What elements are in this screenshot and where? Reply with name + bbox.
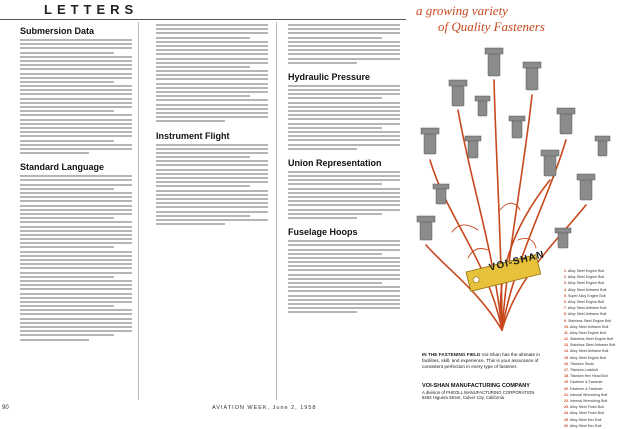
letter-text-line xyxy=(288,282,382,284)
product-list-item: 26. Alloy Steel Hex Bolt xyxy=(564,423,602,428)
letter-text-line xyxy=(288,148,357,150)
letter-text-line xyxy=(288,257,400,259)
letter-text-line xyxy=(156,198,268,200)
product-label: Alloy Steel Engine Bolt xyxy=(567,269,605,273)
letter-text-line xyxy=(20,276,114,278)
letter-text-line xyxy=(288,204,400,206)
letter-text-line xyxy=(20,318,132,320)
letter-text-line xyxy=(20,119,132,121)
letter-text-line xyxy=(288,24,400,26)
letter-text-line xyxy=(20,148,132,150)
letter-text-line xyxy=(20,47,132,49)
letter-text-line xyxy=(20,114,132,116)
letter-text-line xyxy=(288,188,400,190)
letter-text-line xyxy=(20,263,132,265)
product-list-item: 13. Stainless Steel Airframe Bolt xyxy=(564,343,616,348)
product-number: 8 xyxy=(564,312,566,317)
letter-text-line xyxy=(288,192,400,194)
letter-heading: Hydraulic Pressure xyxy=(288,71,371,82)
ad-body-text xyxy=(422,352,558,370)
letter-text-line xyxy=(288,106,400,108)
letter-text-line xyxy=(20,89,132,91)
letter-text-line xyxy=(288,127,382,129)
letter-text-line xyxy=(288,183,382,185)
letter-text-line xyxy=(20,43,132,45)
letter-text-line xyxy=(288,253,382,255)
page-footer: AVIATION WEEK, June 2, 1958 xyxy=(212,405,317,411)
letter-text-line xyxy=(156,41,268,43)
letter-text-line xyxy=(20,73,132,75)
product-number: 24 xyxy=(564,411,568,416)
letter-text-line xyxy=(20,280,132,282)
product-number: 3 xyxy=(564,281,566,286)
letter-text-line xyxy=(156,164,268,166)
letter-text-line xyxy=(156,190,268,192)
letter-text-line xyxy=(156,83,268,85)
letter-text-line xyxy=(288,62,357,64)
letter-text-line xyxy=(288,110,400,112)
letter-text-line xyxy=(156,194,268,196)
letter-text-line xyxy=(156,185,250,187)
letter-text-line xyxy=(288,135,400,137)
product-label: Alloy Steel Airframe Bolt xyxy=(567,287,607,292)
section-title: LETTERS xyxy=(44,2,139,17)
letter-text-line xyxy=(20,313,132,315)
product-number: 25 xyxy=(564,417,568,422)
letter-text-line xyxy=(288,265,400,267)
product-number: 15 xyxy=(564,355,568,360)
letter-text-line xyxy=(288,85,400,87)
letter-text-line xyxy=(288,45,400,47)
product-list-item: 20. Fastener & Fastener xyxy=(564,386,603,391)
letter-text-line xyxy=(288,89,400,91)
product-list-item: 12. Stainless Steel Engine Bolt xyxy=(564,337,614,342)
letter-text-line xyxy=(288,41,400,43)
letter-text-line xyxy=(20,179,132,181)
ad-company-name: VOI-SHAN MANUFACTURING COMPANY xyxy=(422,383,531,389)
product-label: Alloy Steel Hex Bolt xyxy=(569,423,602,428)
letter-text-line xyxy=(156,211,268,213)
letter-text-line xyxy=(156,99,268,101)
letter-text-line xyxy=(156,70,268,72)
letter-text-line xyxy=(20,242,132,244)
paragraph-gap xyxy=(288,221,400,225)
ad-address-line2: 8463 Higuera Street, Culver City, California xyxy=(422,395,505,401)
letter-text-line xyxy=(156,215,250,217)
letter-text-line xyxy=(20,77,132,79)
product-label: Alloy Steel Engine Bolt xyxy=(567,275,605,280)
letter-text-line xyxy=(20,288,132,290)
letter-text-line xyxy=(20,110,114,112)
letter-text-line xyxy=(20,68,132,70)
letter-text-line xyxy=(288,213,382,215)
product-number: 26 xyxy=(564,423,568,428)
letter-text-line xyxy=(288,28,400,30)
letter-text-line xyxy=(288,209,400,211)
letter-text-line xyxy=(156,156,250,158)
letter-text-line xyxy=(288,37,382,39)
letter-text-line xyxy=(156,223,225,225)
product-list-item: 8. Alloy Steel Airframe Bolt xyxy=(564,312,607,317)
product-label: Alloy Steel Airframe Bolt xyxy=(569,349,609,354)
letter-text-line xyxy=(20,246,114,248)
letter-text-line xyxy=(288,175,400,177)
letter-text-line xyxy=(20,238,132,240)
product-list-item: 17. Titanium Lockbolt xyxy=(564,368,598,372)
product-list-item: 22. Internal Wrenching Bolt xyxy=(564,398,608,403)
letter-text-line xyxy=(20,93,132,95)
letter-text-line xyxy=(156,206,268,208)
letter-text-line xyxy=(20,284,132,286)
letter-text-line xyxy=(20,259,132,261)
letter-text-line xyxy=(20,293,132,295)
letter-text-line xyxy=(20,255,132,257)
letter-text-line xyxy=(20,131,132,133)
letter-text-line xyxy=(20,144,132,146)
product-label: Stainless Steel Engine Bolt xyxy=(568,318,612,323)
product-number: 11 xyxy=(564,330,568,335)
paragraph-gap xyxy=(288,66,400,70)
letter-text-line xyxy=(20,60,132,62)
paragraph-gap xyxy=(156,125,268,129)
product-list-item: 7. Alloy Steel Airframe Bolt xyxy=(564,306,607,311)
letter-text-line xyxy=(156,32,268,34)
letter-text-line xyxy=(156,28,268,30)
product-label: Stainless Steel Airframe Bolt xyxy=(570,343,616,348)
paragraph-gap xyxy=(156,227,268,231)
letter-text-line xyxy=(288,299,400,301)
product-number: 19 xyxy=(564,380,568,385)
letter-text-line xyxy=(20,272,132,274)
product-list-item: 24. Alloy Steel Flush Bolt xyxy=(564,411,604,416)
letter-text-line xyxy=(20,81,114,83)
product-label: Alloy Steel Engine Bolt xyxy=(567,299,605,304)
letter-text-line xyxy=(20,213,132,215)
product-label: Alloy Steel Airframe Bolt xyxy=(567,312,607,317)
product-number: 7 xyxy=(564,306,566,311)
product-list-item: 25. Alloy Steel Hex Bolt xyxy=(564,417,602,422)
letter-text-line xyxy=(288,311,357,313)
letter-text-line xyxy=(20,234,132,236)
product-label: Alloy Steel Airframe Bolt xyxy=(569,324,609,329)
letter-text-line xyxy=(156,58,268,60)
letter-text-line xyxy=(20,209,132,211)
paragraph-gap xyxy=(288,152,400,156)
letter-text-line xyxy=(156,181,268,183)
letter-text-line xyxy=(20,64,132,66)
letter-text-line xyxy=(156,177,268,179)
letter-text-line xyxy=(288,196,400,198)
letter-text-line xyxy=(288,123,400,125)
ad-address-line1: A division of PHEOLL MANUFACTURING CORPORATION xyxy=(422,390,535,395)
letter-text-line xyxy=(156,104,268,106)
letter-text-line xyxy=(20,301,132,303)
letter-text-line xyxy=(20,152,89,154)
product-list-item: 6. Alloy Steel Engine Bolt xyxy=(564,299,605,304)
letter-text-line xyxy=(288,97,382,99)
letter-text-line xyxy=(20,56,132,58)
letter-text-line xyxy=(20,184,132,186)
product-number: 18 xyxy=(564,374,568,379)
product-list-item: 2. Alloy Steel Engine Bolt xyxy=(564,275,605,280)
product-label: Alloy Steel Hex Bolt xyxy=(569,417,602,422)
product-list-item: 21. Internal Wrenching Bolt xyxy=(564,392,608,397)
letter-text-line xyxy=(156,152,268,154)
title-rule xyxy=(0,19,406,20)
letter-text-line xyxy=(20,98,132,100)
product-list-item: 1. Alloy Steel Engine Bolt xyxy=(564,269,605,273)
voi-shan-tag: VOI-SHAN xyxy=(488,249,546,274)
letter-text-line xyxy=(288,32,400,34)
product-list xyxy=(564,268,630,429)
letter-text-line xyxy=(20,205,132,207)
fastener-advertisement xyxy=(408,0,632,428)
letter-text-line xyxy=(288,217,357,219)
product-list-item: 9. Stainless Steel Engine Bolt xyxy=(564,318,612,323)
letter-text-line xyxy=(20,106,132,108)
letter-text-line xyxy=(20,140,114,142)
product-label: Internal Wrenching Bolt xyxy=(570,392,608,397)
letters-column-2 xyxy=(156,24,268,231)
letter-text-line xyxy=(288,295,400,297)
product-label: Alloy Steel Flush Bolt xyxy=(569,411,604,416)
letter-text-line xyxy=(20,230,132,232)
letter-text-line xyxy=(288,307,400,309)
letter-text-line xyxy=(156,112,268,114)
letter-text-line xyxy=(20,334,114,336)
product-number: 5 xyxy=(564,293,566,298)
product-label: Super Alloy Engine Bolt xyxy=(568,293,606,298)
letter-text-line xyxy=(20,309,132,311)
letter-text-line xyxy=(20,135,132,137)
letter-text-line xyxy=(156,78,268,80)
letter-text-line xyxy=(20,251,132,253)
product-number: 16 xyxy=(564,361,568,366)
product-label: Alloy Steel Engine Bolt xyxy=(569,330,606,335)
letter-text-line xyxy=(20,102,132,104)
product-number: 13 xyxy=(564,343,568,348)
letters-column-1 xyxy=(20,24,132,347)
product-number: 1 xyxy=(564,269,566,273)
product-label: Titanium Lockbolt xyxy=(569,368,598,372)
letter-text-line xyxy=(20,297,132,299)
product-number: 10 xyxy=(564,324,568,329)
letter-text-line xyxy=(20,305,114,307)
letter-text-line xyxy=(156,202,268,204)
letter-text-line xyxy=(288,303,400,305)
product-number: 6 xyxy=(564,299,566,304)
letter-text-line xyxy=(288,290,400,292)
product-list-item: 19. Fastener & Fastener xyxy=(564,380,603,385)
letter-text-line xyxy=(288,261,400,263)
letter-text-line xyxy=(288,49,400,51)
product-number: 21 xyxy=(564,392,568,397)
ad-headline-line1: a growing variety xyxy=(416,3,508,18)
letter-text-line xyxy=(20,188,114,190)
letters-column-3 xyxy=(288,24,400,320)
letter-text-line xyxy=(288,144,400,146)
letter-text-line xyxy=(156,144,268,146)
page-number: 90 xyxy=(2,405,9,411)
letter-text-line xyxy=(288,200,400,202)
letter-text-line xyxy=(20,339,89,341)
letter-text-line xyxy=(20,52,114,54)
letter-text-line xyxy=(156,160,268,162)
ad-body-copy: Voi-Shan has the ultimate in facilities, skill, and experience. This is your assurance of consistent perfection in every type of fastener. xyxy=(422,352,541,369)
product-list-item: 18. Titanium Hex Head Bolt xyxy=(564,374,608,379)
letter-text-line xyxy=(288,286,400,288)
product-number: 2 xyxy=(564,275,566,280)
product-list-item: 15. Alloy Steel Engine Bolt xyxy=(564,355,607,360)
product-number: 4 xyxy=(564,287,566,292)
letter-text-line xyxy=(288,53,400,55)
letter-heading: Union Representation xyxy=(288,157,382,168)
letter-text-line xyxy=(156,116,268,118)
letter-text-line xyxy=(20,192,132,194)
letter-text-line xyxy=(20,175,132,177)
product-label: Alloy Steel Engine Bolt xyxy=(569,355,607,360)
letter-text-line xyxy=(288,274,400,276)
letter-text-line xyxy=(156,91,268,93)
product-number: 12 xyxy=(564,337,568,342)
letter-text-line xyxy=(156,49,268,51)
letter-heading: Instrument Flight xyxy=(156,130,230,141)
product-list-item: 11. Alloy Steel Engine Bolt xyxy=(564,330,606,335)
product-list-item: 3. Alloy Steel Engine Bolt xyxy=(564,281,605,286)
paragraph-gap xyxy=(288,316,400,320)
letter-text-line xyxy=(156,87,268,89)
letter-heading: Standard Language xyxy=(20,162,105,173)
letter-text-line xyxy=(20,221,132,223)
product-list-item: 23. Alloy Steel Flush Bolt xyxy=(564,405,604,410)
product-label: Fastener & Fastener xyxy=(570,380,603,385)
ad-address xyxy=(422,390,562,401)
letter-text-line xyxy=(288,240,400,242)
product-label: Fastener & Fastener xyxy=(570,386,603,391)
letter-text-line xyxy=(156,169,268,171)
letter-text-line xyxy=(288,93,400,95)
product-number: 14 xyxy=(564,349,568,354)
product-number: 17 xyxy=(564,368,568,372)
letter-heading: Submersion Data xyxy=(20,26,95,36)
column-rule xyxy=(138,22,139,400)
column-rule xyxy=(276,22,277,400)
letter-text-line xyxy=(288,58,400,60)
letter-text-line xyxy=(156,62,268,64)
product-label: Internal Wrenching Bolt xyxy=(570,398,608,403)
letter-text-line xyxy=(288,171,400,173)
product-label: Stainless Steel Engine Bolt xyxy=(570,337,614,342)
letter-text-line xyxy=(20,226,132,228)
product-label: Alloy Steel Airframe Bolt xyxy=(567,306,607,311)
letter-text-line xyxy=(20,326,132,328)
letter-text-line xyxy=(20,200,132,202)
letter-text-line xyxy=(288,139,400,141)
letter-text-line xyxy=(156,95,250,97)
letter-text-line xyxy=(288,249,400,251)
letter-text-line xyxy=(20,123,132,125)
letter-text-line xyxy=(156,120,225,122)
letter-text-line xyxy=(20,267,132,269)
letter-text-line xyxy=(156,45,268,47)
letter-text-line xyxy=(156,74,268,76)
product-list-item: 14. Alloy Steel Airframe Bolt xyxy=(564,349,609,354)
letter-text-line xyxy=(288,244,400,246)
letter-text-line xyxy=(156,148,268,150)
letter-text-line xyxy=(156,173,268,175)
letter-text-line xyxy=(288,179,400,181)
letter-text-line xyxy=(288,114,400,116)
letter-text-line xyxy=(156,66,250,68)
letter-heading: Fuselage Hoops xyxy=(288,227,358,238)
letter-text-line xyxy=(288,102,400,104)
product-list-item: 4. Alloy Steel Airframe Bolt xyxy=(564,287,607,292)
product-label: Titanium Studs xyxy=(569,361,594,366)
letter-text-line xyxy=(20,322,132,324)
product-number: 9 xyxy=(564,318,566,323)
letter-text-line xyxy=(288,269,400,271)
product-list-item: 16. Titanium Studs xyxy=(564,361,594,366)
product-list-item: 10. Alloy Steel Airframe Bolt xyxy=(564,324,609,329)
product-label: Alloy Steel Flush Bolt xyxy=(569,405,604,410)
product-label: Titanium Hex Head Bolt xyxy=(569,374,608,379)
ad-body-lead: IN THE FASTENING FIELD xyxy=(422,352,481,357)
letter-text-line xyxy=(288,131,400,133)
letter-text-line xyxy=(156,219,268,221)
letter-text-line xyxy=(20,217,114,219)
letter-text-line xyxy=(156,53,268,55)
letter-text-line xyxy=(20,85,132,87)
paragraph-gap xyxy=(20,343,132,347)
product-number: 20 xyxy=(564,386,568,391)
letter-text-line xyxy=(156,37,250,39)
product-list-item: 5. Super Alloy Engine Bolt xyxy=(564,293,606,298)
product-number: 23 xyxy=(564,405,568,410)
letter-text-line xyxy=(288,278,400,280)
letter-text-line xyxy=(20,127,132,129)
letter-text-line xyxy=(20,196,132,198)
ad-headline-line2: of Quality Fasteners xyxy=(438,19,545,34)
product-number: 22 xyxy=(564,398,568,403)
product-label: Alloy Steel Engine Bolt xyxy=(567,281,605,286)
letter-text-line xyxy=(288,118,400,120)
letter-text-line xyxy=(156,24,268,26)
paragraph-gap xyxy=(20,156,132,160)
letter-text-line xyxy=(20,39,132,41)
letter-text-line xyxy=(156,108,268,110)
letter-text-line xyxy=(20,330,132,332)
